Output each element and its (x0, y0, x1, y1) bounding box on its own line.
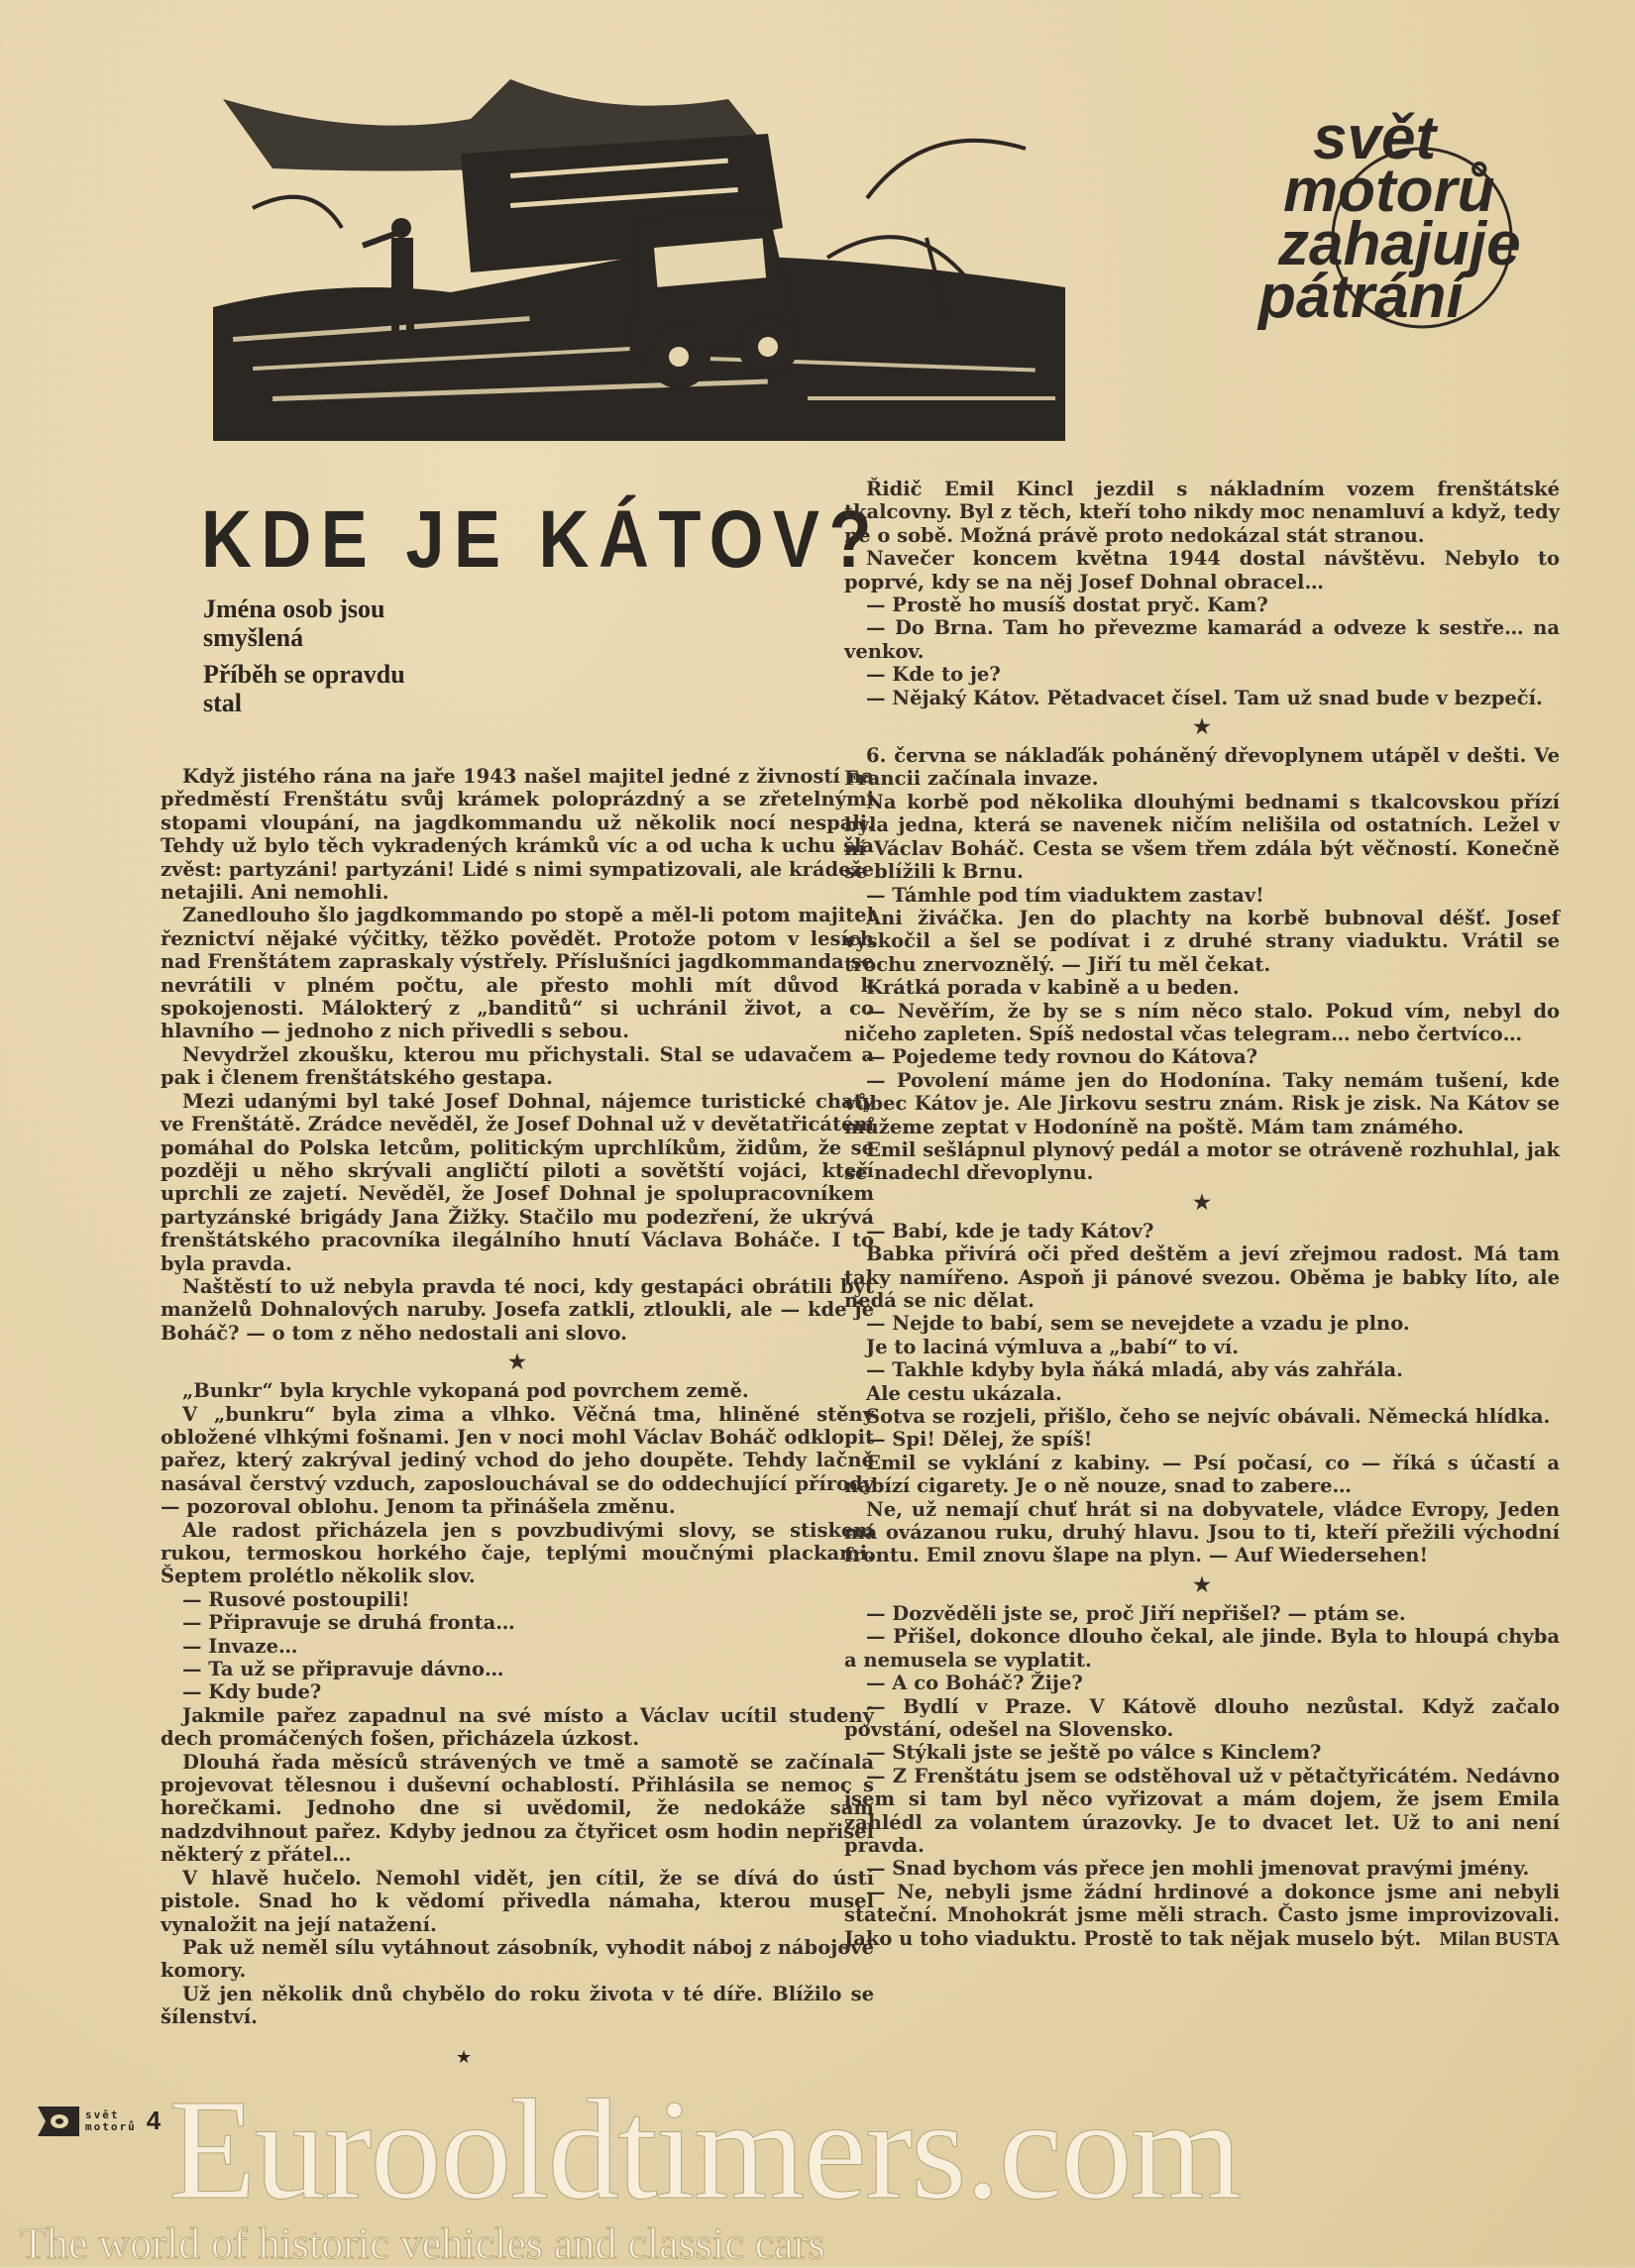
paragraph: Ale radost přicházela jen s povzbudivými slovy, se stiskem rukou, termoskou horkého čaje, teplými moučnými plackami. Šeptem prolétlo několik slov. (161, 1518, 874, 1588)
watermark: Eurooldtimers.com (168, 2071, 1241, 2229)
paragraph: Mezi udanými byl také Josef Dohnal, nájemce turistické chaty ve Frenštátě. Zrádce nevěděl, že Josef Dohnal už v devětatřicátém pomáhal do Polska letcům, politickým uprchlíkům, židům, že se později u něho skrývali angličtí piloti a sovětští vojáci, kteří uprchli ze zajetí. Nevěděl, že Josef Dohnal je spolupracovníkem partyzánské brigády Jana Žižky. Stačilo mu podezření, že ukrývá frenštátského pracovníka ilegálního hnutí Václava Boháče. I to byla pravda. (161, 1089, 874, 1275)
paragraph: Naštěstí to už nebyla pravda té noci, kdy gestapáci obrátili byt manželů Dohnalových naruby. Josefa zatkli, ztloukli, ale — kde je Boháč? — o tom z něho nedostali ani slovo. (161, 1274, 874, 1345)
watermark-tagline: The world of historic vehicles and classic cars (20, 2219, 825, 2268)
page-number: 4 (146, 2106, 162, 2135)
dialogue-line: — Támhle pod tím viaduktem zastav! (866, 883, 1264, 907)
subtitle-line: Příběh se opravdu stal (203, 660, 405, 717)
section-star: ★ (1193, 1189, 1211, 1214)
footer-magazine-logo (38, 2106, 161, 2136)
dialogue-line: — Nevěřím, že by se s ním něco stalo. Pokud vím, nebyl do ničeho zapleten. Spíš nedostal včas telegram… nebo čertvíco… (844, 999, 1560, 1045)
dialogue-line: — Stýkali jste se ještě po válce s Kinclem? (866, 1741, 1322, 1765)
paragraph: Když jistého rána na jaře 1943 našel majitel jedné z živností na předměstí Frenštátu svůj krámek poloprázdný a se zřetelnými stopami vloupání, na jagdkommandu už několik nocí nespali. Tehdy už bylo těch vykradených krámků víc a od ucha k uchu šla zvěst: partyzáni! partyzáni! Lidé s nimi sympatizovali, ale krádeže netajili. Ani nemohli. (161, 765, 874, 905)
dialogue-line: — Nějaký Kátov. Pětadvacet čísel. Tam už snad bude v bezpečí. (866, 686, 1543, 709)
dialogue-line: — Povolení máme jen do Hodonína. Taky nemám tušení, kde vůbec Kátov je. Ale Jirkovu sestru znám. Risk je zisk. Na Kátov se můžeme zeptat v Hodoníně na poště. Mám tam známého. (844, 1068, 1560, 1138)
paragraph: Emil sešlápnul plynový pedál a motor se otráveně rozhuhlal, jak se nadechl dřevoplynu. (844, 1137, 1560, 1185)
svg-text:zahajuje: zahajuje (1278, 210, 1521, 278)
paragraph: Navečer koncem května 1944 dostal návštěvu. Nebylo to poprvé, kdy se na něj Josef Dohnal obracel… (844, 547, 1560, 594)
dialogue-line: — Pojedeme tedy rovnou do Kátova? (866, 1045, 1258, 1069)
section-star: ★ (1193, 1571, 1211, 1596)
svg-text:motorů: motorů (1283, 157, 1495, 225)
article-subtitle (203, 594, 431, 725)
paragraph: Krátká porada v kabině a u beden. (866, 976, 1240, 1000)
dialogue-line: — Snad bychom vás přece jen mohli jmenovat pravými jmény. (866, 1857, 1530, 1881)
paragraph: Na korbě pod několika dlouhými bednami s tkalcovskou přízí byla jedna, která se navenek ničím nelišila od ostatních. Ležel v ní Václav Boháč. Cesta se všem třem zdála být věčností. Konečně se blížili k Brnu. (844, 790, 1560, 884)
svg-text:svět: svět (1313, 104, 1437, 172)
dialogue-line: — Babí, kde je tady Kátov? (866, 1219, 1154, 1242)
paragraph: V „bunkru“ byla zima a vlhko. Věčná tma, hliněné stěny obložené vlhkými fošnami. Jen v noci mohl Václav Boháč odklopit pařez, který zakrýval jediný vchod do jeho doupěte. Tehdy lačně nasával čerstvý vzduch, zaposlouchával se do oddechující přírody — pozoroval oblohu. Jenom ta přinášela změnu. (161, 1402, 874, 1519)
paragraph: Dlouhá řada měsíců strávených ve tmě a samotě se začínala projevovat tělesnou i duševní ochablostí. Přihlásila se nemoc s horečkami. Jednoho dne si uvědomil, že nedokáže sám nadzdvihnout pařez. Kdyby jednou za čtyřicet osm hodin nepřišel některý z přátel… (161, 1750, 874, 1867)
magazine-name-line: svět (85, 2107, 120, 2121)
dialogue-line: — Takhle kdyby byla ňáká mladá, aby vás zahřála. (866, 1358, 1403, 1382)
dialogue-line: — Ta už se připravuje dávno… (182, 1658, 504, 1681)
paragraph: Je to laciná výmluva a „babí“ to ví. (866, 1335, 1240, 1358)
magazine-name-line: motorů (85, 2119, 137, 2133)
dialogue-line: — Rusové postoupili! (182, 1587, 410, 1611)
section-star: ★ (1193, 714, 1211, 739)
dialogue-line: — Připravuje se druhá fronta… (182, 1611, 515, 1635)
dialogue-line: — Dozvěděli jste se, proč Jiří nepřišel? — ptám se. (866, 1601, 1406, 1625)
right-column (844, 478, 1560, 1951)
dialogue-line: — Přišel, dokonce dlouho čekal, ale jinde. Byla to hloupá chyba a nemusela se vyplatit. (844, 1625, 1560, 1672)
dialogue-line: — Do Brna. Tam ho převezme kamarád a odveze k sestře… na venkov. (844, 616, 1560, 663)
dialogue-line: — Kdy bude? (182, 1680, 322, 1704)
section-star: ★ (508, 1350, 526, 1374)
paragraph: Ne, už nemají chuť hrát si na dobyvatele, vládce Evropy, Jeden má ovázanou ruku, druhý hlavu. Jsou to ti, kteří přežili východní frontu. Emil znovu šlape na plyn. — Auf Wiedersehen! (844, 1497, 1560, 1567)
article-title: KDE JE KÁTOV? (201, 494, 881, 585)
dialogue-line: — A co Boháč? Žije? (866, 1672, 1083, 1695)
paragraph: Řidič Emil Kincl jezdil s nákladním vozem frenštátské tkalcovny. Byl z těch, kteří toho nikdy moc nenamluví a když, tedy ne o sobě. Možná právě proto nedokázal stát stranou. (844, 478, 1560, 547)
dialogue-line: — Prostě ho musíš dostat pryč. Kam? (866, 594, 1268, 617)
author-name: Milan BUSTA (1439, 1927, 1560, 1950)
paragraph: Nevydržel zkoušku, kterou mu přichystali. Stal se udavačem a pak i členem frenštátského gestapa. (161, 1042, 874, 1090)
series-logo (1244, 104, 1576, 342)
paragraph: „Bunkr“ byla krychle vykopaná pod povrchem země. (182, 1379, 749, 1403)
dialogue-line: — Z Frenštátu jsem se odstěhoval už v pětačtyřicátém. Nedávno jsem si tam byl něco vyřizovat a mám dojem, že jsem Emila zahlédl za volantem úrazovky. Je to dvacet let. Už to ani není pravda. (844, 1764, 1560, 1857)
dialogue-line: — Spi! Dělej, že spíš! (866, 1428, 1093, 1452)
dialogue-line: — Kde to je? (866, 663, 1001, 687)
left-column (161, 765, 874, 2029)
paragraph: Jakmile pařez zapadnul na své místo a Václav ucítil studený dech promáčených fošen, přicházela úzkost. (161, 1703, 874, 1751)
paragraph: Už jen několik dnů chybělo do roku života v té díře. Blížilo se šílenství. (161, 1982, 874, 2029)
section-star: ★ (456, 2047, 473, 2068)
dialogue-line: — Ne, nebyli jsme žádní hrdinové a dokonce jsme ani nebyli stateční. Mnohokrát jsme měli strach. Často jsme improvizovali. Jako u toho viaduktu. Prostě to tak nějak muselo být. (844, 1880, 1560, 1950)
subtitle-line: Jména osob jsou smyšlená (203, 594, 385, 652)
paragraph: Pak už neměl sílu vytáhnout zásobník, vyhodit náboj z nábojové komory. (161, 1935, 874, 1983)
paragraph: 6. června se náklaďák poháněný dřevoplynem utápěl v dešti. Ve Francii začínala invaze. (844, 744, 1560, 791)
svg-text:pátrání: pátrání (1258, 263, 1464, 331)
paragraph: Babka přivírá oči před deštěm a jeví zřejmou radost. Má tam taky namířeno. Aspoň ji pánové svezou. Oběma je babky líto, ale nedá se nic dělat. (844, 1242, 1560, 1312)
dialogue-line: — Invaze… (182, 1634, 298, 1658)
dialogue-line: — Nejde to babí, sem se nevejdete a vzadu je plno. (866, 1312, 1410, 1336)
truck-illustration (213, 59, 1065, 441)
paragraph: Ale cestu ukázala. (866, 1381, 1062, 1405)
paragraph: V hlavě hučelo. Nemohl vidět, jen cítil, že se dívá do ústí pistole. Snad ho k vědomí přivedla námaha, kterou musel vynaložit na její natažení. (161, 1866, 874, 1936)
paragraph: Sotva se rozjeli, přišlo, čeho se nejvíc obávali. Německá hlídka. (866, 1405, 1551, 1429)
paragraph: Ani živáčka. Jen do plachty na korbě bubnoval déšť. Josef vyskočil a šel se podívat i z druhé strany viaduktu. Vrátil se trochu znervoznělý. — Jiří tu měl čekat. (844, 906, 1560, 976)
dialogue-line: — Bydlí v Praze. V Kátově dlouho nezůstal. Když začalo povstání, odešel na Slovensko. (844, 1694, 1560, 1741)
paragraph: Zanedlouho šlo jagdkommando po stopě a měl-li potom majitel řeznictví nějaké výčitky, těžko povědět. Protože potom v lesích nad Frenštátem zapraskaly výstřely. Příslušníci jagdkommanda se nevrátili v plném počtu, ale přesto mohli mít důvod k spokojenosti. Málokterý z „banditů“ si uchránil život, a co hlavního — jednoho z nich přivedli s sebou. (161, 904, 874, 1043)
paragraph: Emil se vyklání z kabiny. — Psí počasí, co — říká s účastí a nabízí cigarety. Je o ně nouze, snad to zabere… (844, 1451, 1560, 1498)
magazine-logo-icon (38, 2106, 79, 2136)
